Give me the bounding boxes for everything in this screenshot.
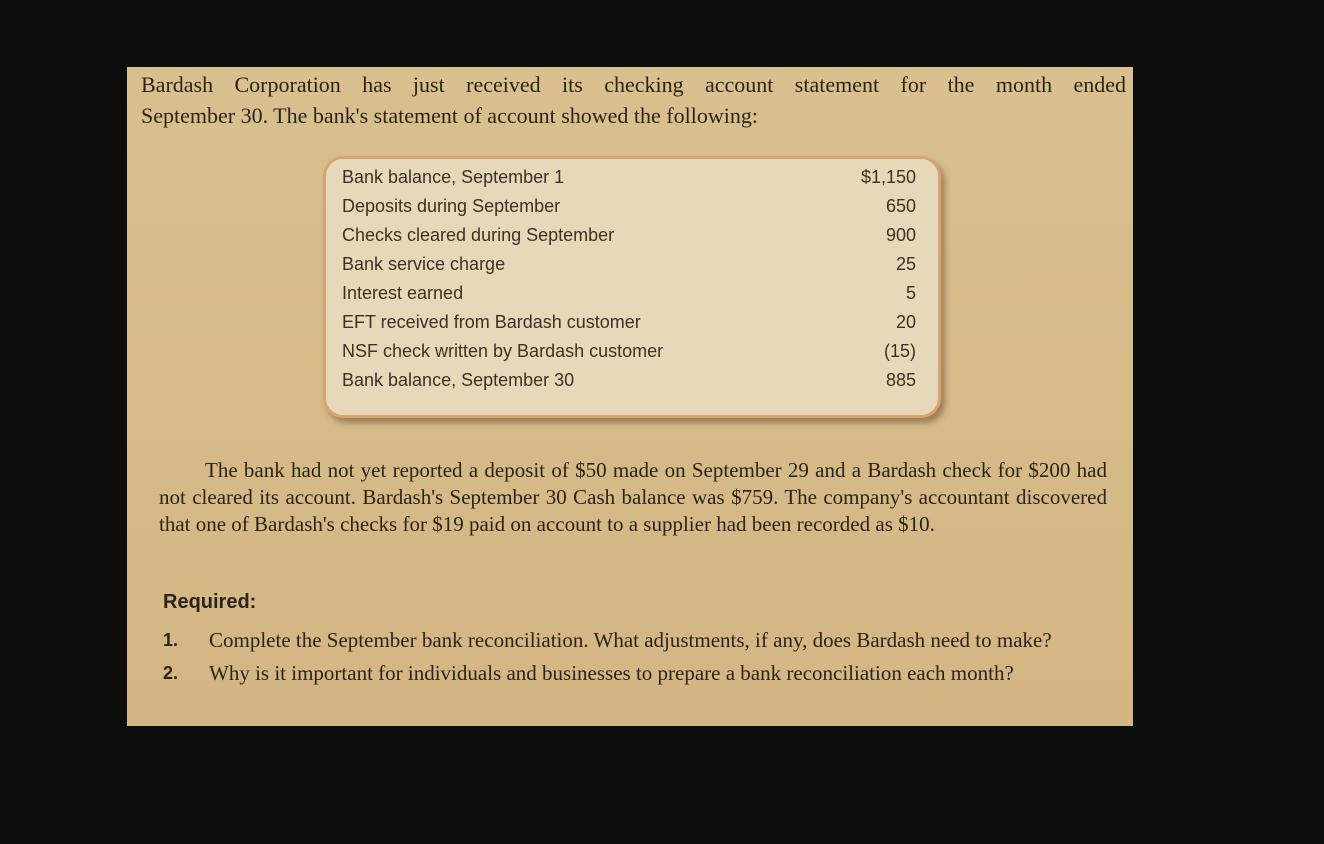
statement-row bbox=[342, 341, 916, 370]
intro-line-1: Bardash Corporation has just received its checking account statement for the month ended bbox=[141, 72, 1126, 97]
intro-line-2: September 30. The bank's statement of account showed the following: bbox=[141, 103, 758, 128]
required-item-text: Complete the September bank reconciliation. What adjustments, if any, does Bardash need to make? bbox=[209, 628, 1052, 652]
statement-amount: 885 bbox=[885, 370, 916, 390]
statement-amount: 900 bbox=[885, 225, 916, 245]
statement-amount: 5 bbox=[905, 283, 916, 303]
statement-label: Interest earned bbox=[342, 283, 464, 303]
statement-row bbox=[342, 167, 916, 196]
statement-row bbox=[342, 312, 916, 341]
required-item-text: Why is it important for individuals and businesses to prepare a bank reconciliation each month? bbox=[209, 661, 1014, 685]
required-list bbox=[163, 628, 1103, 694]
statement-label: Bank balance, September 30 bbox=[342, 370, 575, 390]
textbook-page bbox=[127, 67, 1133, 726]
statement-amount: 650 bbox=[885, 196, 916, 216]
intro-paragraph bbox=[141, 69, 1126, 131]
statement-row bbox=[342, 370, 916, 399]
statement-row bbox=[342, 283, 916, 312]
statement-row bbox=[342, 225, 916, 254]
statement-row bbox=[342, 254, 916, 283]
statement-label: EFT received from Bardash customer bbox=[342, 312, 641, 332]
statement-amount: (15) bbox=[883, 341, 916, 361]
statement-label: Checks cleared during September bbox=[342, 225, 615, 245]
required-item-number: 2. bbox=[163, 663, 179, 683]
statement-amount: $1,150 bbox=[860, 167, 916, 187]
statement-label: Bank balance, September 1 bbox=[342, 167, 565, 187]
statement-label: NSF check written by Bardash customer bbox=[342, 341, 664, 361]
body-paragraph: The bank had not yet reported a deposit of $50 made on September 29 and a Bardash check for $200 had not cleared its account. Bardash's September 30 Cash balance was $759. The company's accountant discovered that one of Bardash's checks for $19 paid on account to a supplier had been recorded as $10. bbox=[159, 458, 1107, 536]
required-item bbox=[163, 628, 1103, 653]
required-item-number: 1. bbox=[163, 630, 179, 650]
statement-amount: 25 bbox=[895, 254, 916, 274]
statement-label: Deposits during September bbox=[342, 196, 561, 216]
statement-label: Bank service charge bbox=[342, 254, 506, 274]
statement-row bbox=[342, 196, 916, 225]
required-heading: Required: bbox=[163, 591, 257, 613]
bank-statement-box bbox=[323, 156, 941, 418]
required-item bbox=[163, 661, 1103, 686]
statement-amount: 20 bbox=[895, 312, 916, 332]
